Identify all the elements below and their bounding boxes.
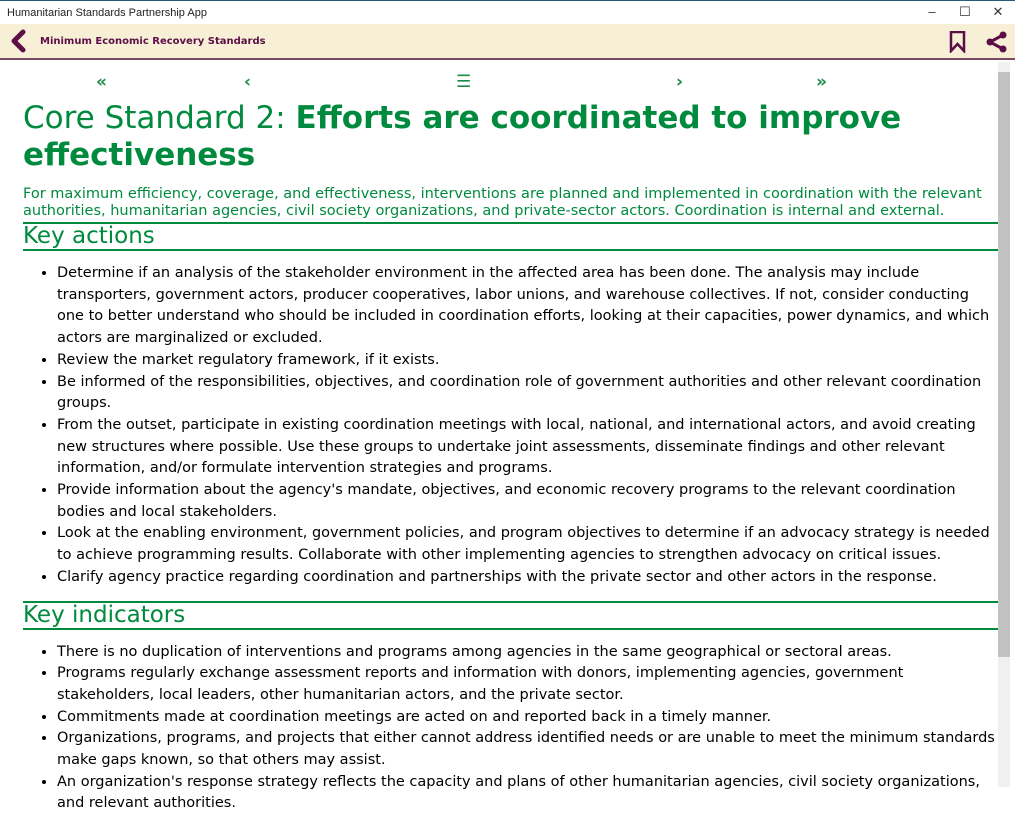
list-item: • Be informed of the responsibilities, objectives, and coordination role of government authorities and other relevant coordination groups. [57, 372, 998, 415]
list-item: • Programs regularly exchange assessment reports and information with donors, implementing agencies, government stakeholders, local leaders, other humanitarian actors, and the private sector. [57, 663, 998, 706]
share-icon[interactable] [986, 31, 1008, 53]
header-title: Minimum Economic Recovery Standards [40, 36, 266, 47]
close-button[interactable]: ✕ [992, 4, 1004, 19]
page-title: Core Standard 2: Efforts are coordinated to improve effectiveness [23, 100, 902, 173]
list-item: • An organization's response strategy reflects the capacity and plans of other humanitarian agencies, civil society organizations, and relevant authorities. [57, 772, 998, 815]
section-heading: Key indicators [23, 601, 998, 630]
section-heading: Key actions [23, 222, 998, 251]
menu-button[interactable]: ☰ [456, 72, 472, 92]
list-item: • Clarify agency practice regarding coordination and partnerships with the private sector and other actors in the response. [57, 567, 998, 589]
scrollbar-thumb[interactable] [998, 72, 1010, 657]
list-item: • Review the market regulatory framework, if it exists. [57, 350, 998, 372]
title-bar [0, 0, 1015, 24]
page-content [23, 100, 998, 827]
bookmark-icon[interactable] [949, 31, 966, 53]
intro-text: For maximum efficiency, coverage, and effectiveness, interventions are planned and implemented in coordination with the relevant authorities, humanitarian agencies, civil society organizations, and private-sector actors. Coordination is internal and external. [23, 186, 982, 219]
list-item: • Determine if an analysis of the stakeholder environment in the affected area has been done. The analysis may include transporters, government actors, producer cooperatives, labor unions, and warehouse collectives. If not, consider conducting one to better understand who should be included in coordination efforts, looking at their capacities, power dynamics, and which actors are marginalized or excluded. [57, 263, 998, 350]
next-page-button[interactable]: › [676, 72, 684, 92]
last-page-button[interactable]: » [816, 72, 827, 92]
key-indicators-list [57, 642, 998, 816]
window-title: Humanitarian Standards Partnership App [7, 7, 207, 19]
key-actions-list [57, 263, 998, 589]
scrollbar[interactable] [998, 62, 1010, 787]
list-item: • Organizations, programs, and projects that either cannot address identified needs or are unable to meet the minimum standards make gaps known, so that others may assist. [57, 728, 998, 771]
list-item: • From the outset, participate in existing coordination meetings with local, national, and international actors, and avoid creating new structures where possible. Use these groups to undertake joint assessments, disseminate findings and other relevant information, and/or formulate intervention strategies and programs. [57, 415, 998, 480]
maximize-button[interactable]: ☐ [959, 4, 971, 19]
list-item: • Look at the enabling environment, government policies, and program objectives to determine if an advocacy strategy is needed to achieve programming results. Collaborate with other implementing agencies to strengthen advocacy on critical issues. [57, 523, 998, 566]
list-item: • There is no duplication of interventions and programs among agencies in the same geographical or sectoral areas. [57, 642, 998, 664]
list-item: • Provide information about the agency's mandate, objectives, and economic recovery programs to the relevant coordination bodies and local stakeholders. [57, 480, 998, 523]
minimize-button[interactable]: – [928, 4, 936, 19]
list-item: • Commitments made at coordination meetings are acted on and reported back in a timely manner. [57, 707, 998, 729]
first-page-button[interactable]: « [96, 72, 107, 92]
app-header [0, 24, 1015, 60]
back-icon[interactable] [10, 29, 26, 53]
previous-page-button[interactable]: ‹ [244, 72, 252, 92]
